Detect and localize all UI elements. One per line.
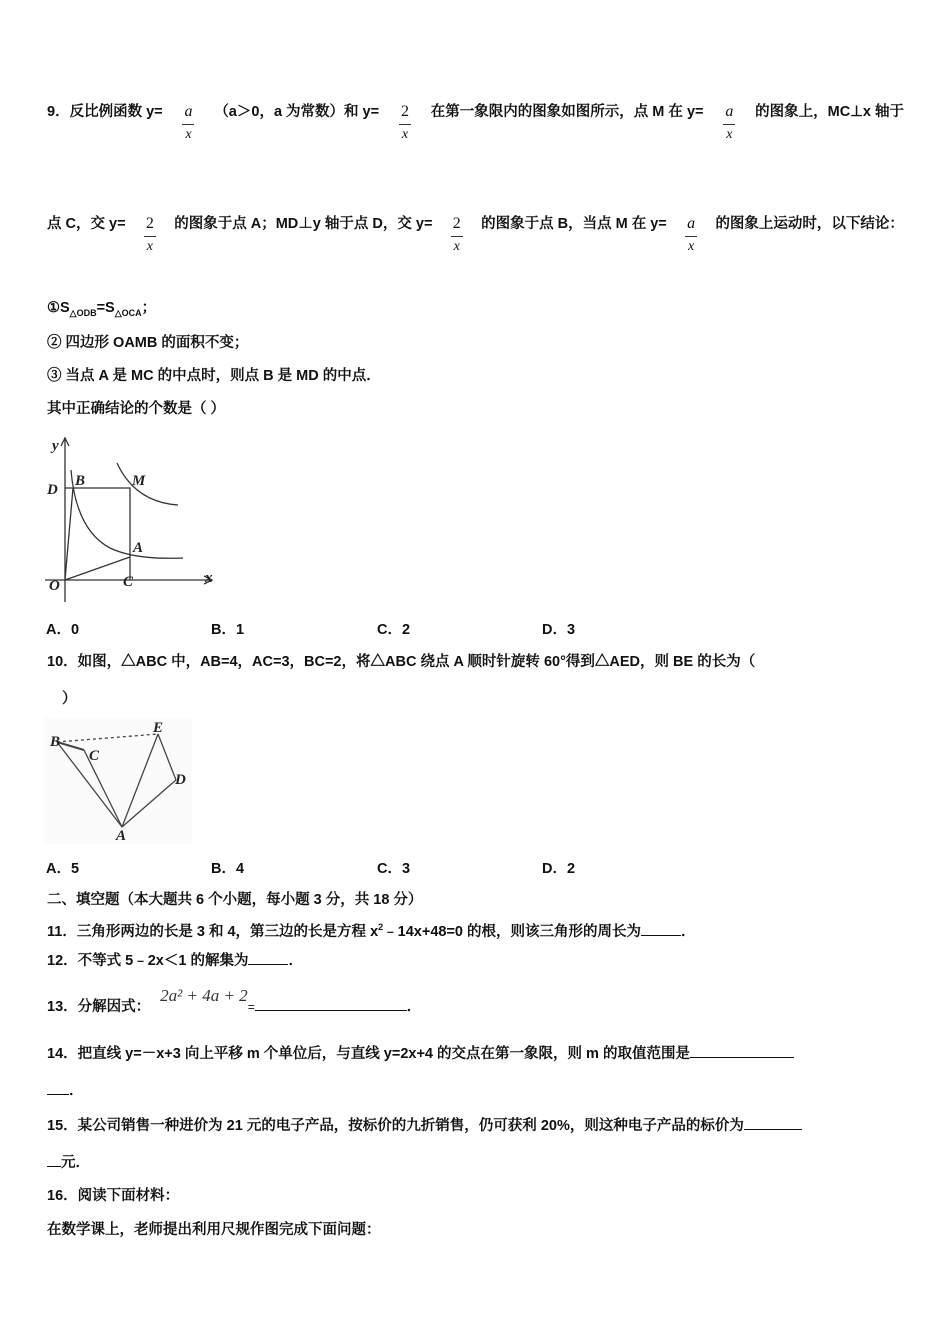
q9-text: 的图象于点 A；MD⊥y 轴于点 D，交 y= xyxy=(174,216,433,232)
q9-text: 的图象上运动时，以下结论： xyxy=(715,216,904,232)
answer-blank[interactable] xyxy=(690,1043,794,1058)
label-M: M xyxy=(132,473,146,489)
q10-close: ） xyxy=(62,691,77,707)
label-D: D xyxy=(47,482,58,498)
fraction-2-over-x: $\frac{2}{x}$ xyxy=(400,103,409,142)
label-C: C xyxy=(123,574,134,590)
q10-option-a[interactable]: A．5 xyxy=(46,861,80,877)
q9-text: 9．反比例函数 y= xyxy=(47,104,163,120)
label-B: B xyxy=(75,473,86,489)
q9-text: 点 C，交 y= xyxy=(47,216,126,232)
q13-text: 13．分解因式：2a² + 4a + 2= ． xyxy=(47,986,422,1015)
q9-text: （a＞0，a 为常数）和 y= xyxy=(214,104,380,120)
label-A: A xyxy=(116,828,127,844)
q12-text: 12．不等式 5﹣2x＜1 的解集为 ． xyxy=(47,950,303,971)
q9-option-c[interactable]: C．2 xyxy=(377,622,411,638)
answer-blank[interactable] xyxy=(255,996,407,1011)
answer-blank[interactable] xyxy=(47,1080,69,1095)
label-B: B xyxy=(50,734,61,750)
answer-blank[interactable] xyxy=(248,950,288,965)
fraction-a-over-x: $\frac{a}{x}$ xyxy=(184,103,193,142)
q15-text: 15．某公司销售一种进价为 21 元的电子产品，按标价的九折销售，仍可获利 20%，则这种电子产品的标价为 xyxy=(47,1115,802,1136)
q13-formula: 2a² + 4a + 2 xyxy=(160,986,248,1005)
q10-figure xyxy=(44,718,192,844)
q9-option-a[interactable]: A．0 xyxy=(46,622,80,638)
q9-text: 在第一象限内的图象如图所示，点 M 在 y= xyxy=(430,104,704,120)
label-O: O xyxy=(49,578,60,594)
q9-conclusion-3: ③ 当点 A 是 MC 的中点时，则点 B 是 MD 的中点． xyxy=(47,368,381,384)
q9-conclusion-1: $①S_{\triangle ODB}=S_{\triangle OCA}$； xyxy=(47,300,157,318)
label-D: D xyxy=(175,772,186,788)
fraction-2-over-x: $\frac{2}{x}$ xyxy=(145,215,154,254)
q9-conclusion-2: ② 四边形 OAMB 的面积不变； xyxy=(47,335,249,351)
label-A: A xyxy=(133,540,144,556)
q14-text: 14．把直线 y=－x+3 向上平移 m 个单位后，与直线 y=2x+4 的交点在第一象限，则 m 的取值范围是 xyxy=(47,1043,794,1064)
q9-question: 其中正确结论的个数是（ ） xyxy=(47,401,226,417)
answer-blank[interactable] xyxy=(47,1152,61,1167)
q16-text: 16．阅读下面材料： xyxy=(47,1188,180,1204)
q10-option-d[interactable]: D．2 xyxy=(542,861,576,877)
label-y: y xyxy=(52,438,59,454)
q9-figure xyxy=(40,430,220,605)
fraction-a-over-x: $\frac{a}{x}$ xyxy=(687,215,696,254)
label-x: x xyxy=(205,570,213,586)
q9-text: 的图象上，MC⊥x 轴于 xyxy=(755,104,904,120)
q9-line1 xyxy=(47,100,904,142)
q10-option-c[interactable]: C．3 xyxy=(377,861,411,877)
fraction-2-over-x: $\frac{2}{x}$ xyxy=(452,215,461,254)
q10-option-b[interactable]: B．4 xyxy=(211,861,245,877)
q9-option-d[interactable]: D．3 xyxy=(542,622,576,638)
fraction-a-over-x: $\frac{a}{x}$ xyxy=(725,103,734,142)
q9-text: 的图象于点 B，当点 M 在 y= xyxy=(481,216,667,232)
answer-blank[interactable] xyxy=(641,921,681,936)
q11-text: 11．三角形两边的长是 3 和 4，第三边的长是方程 $x^2﹣14x+48=0$ 的根，则该三角形的周长为 ． xyxy=(47,922,696,940)
q10-text: 10．如图，△ABC 中，AB=4，AC=3，BC=2，将△ABC 绕点 A 顺时针旋转 60°得到△AED，则 BE 的长为（ xyxy=(47,654,756,670)
label-E: E xyxy=(153,720,164,736)
q14-text-cont: ． xyxy=(47,1080,84,1101)
section-heading: 二、填空题（本大题共 6 个小题，每小题 3 分，共 18 分） xyxy=(47,892,423,908)
q9-option-b[interactable]: B．1 xyxy=(211,622,245,638)
label-C: C xyxy=(89,748,100,764)
q15-text-cont: 元． xyxy=(47,1152,90,1173)
q9-line2 xyxy=(47,212,904,254)
answer-blank[interactable] xyxy=(744,1115,802,1130)
q16-text-2: 在数学课上，老师提出利用尺规作图完成下面问题： xyxy=(47,1222,381,1238)
